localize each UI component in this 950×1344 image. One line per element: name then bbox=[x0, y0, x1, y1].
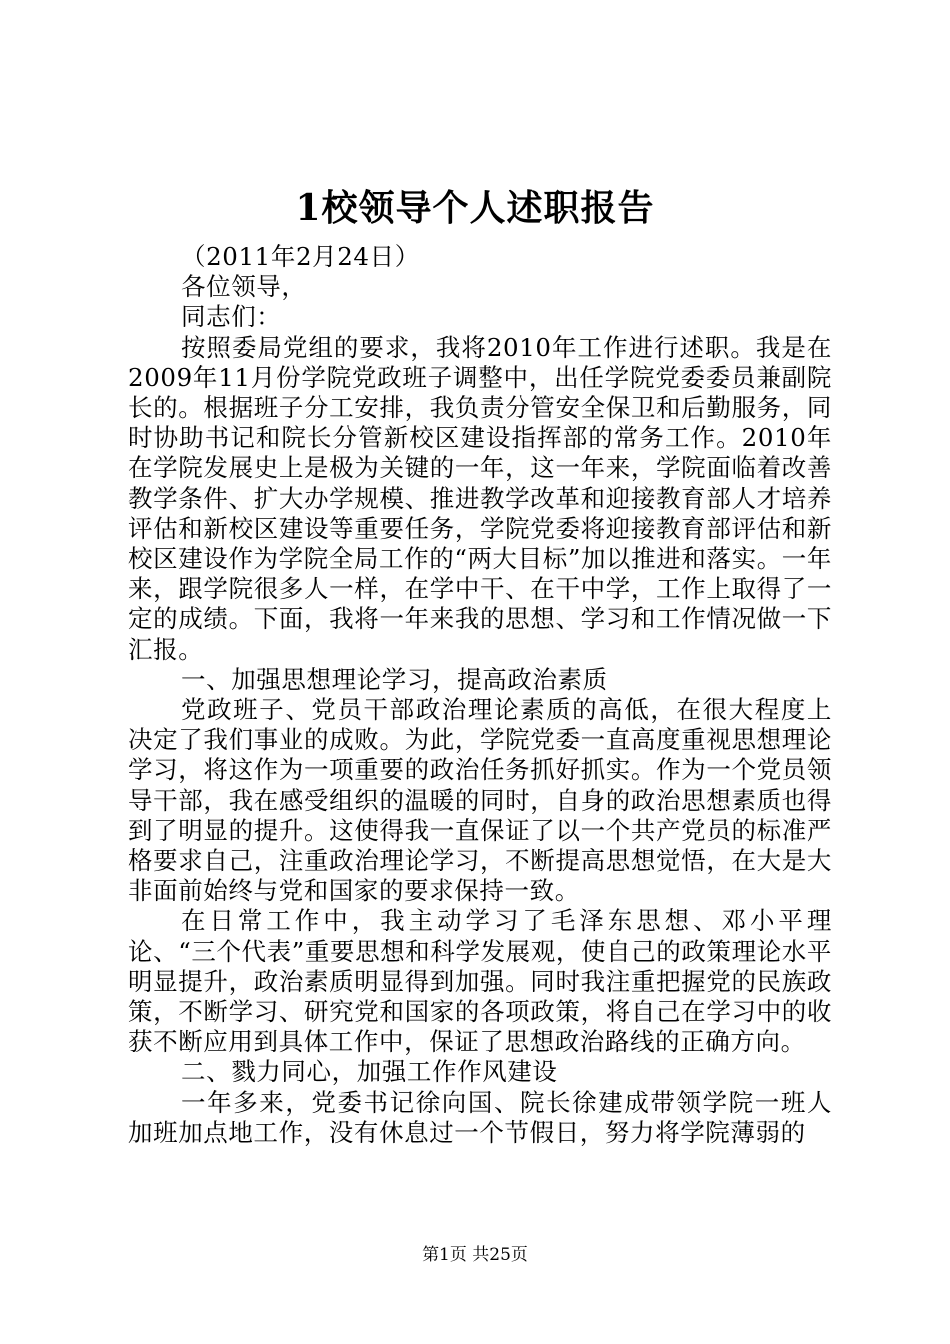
document-body bbox=[128, 242, 832, 1148]
salutation-comrades: 同志们： bbox=[181, 302, 282, 332]
section-heading-2: 二、戮力同心，加强工作作风建设 bbox=[181, 1057, 558, 1087]
page-number-footer: 第1页 共25页 bbox=[422, 1245, 528, 1265]
date-line: （2011年2月24日） bbox=[181, 242, 420, 271]
section-heading-1: 一、加强思想理论学习，提高政治素质 bbox=[181, 664, 608, 694]
salutation-leaders: 各位领导， bbox=[181, 272, 307, 302]
section-2-paragraph-1: 一年多来，党委书记徐向国、院长徐建成带领学院一班人加班加点地工作，没有休息过一个节假日，努力将学院薄弱的 bbox=[128, 1087, 832, 1147]
document-title: 1校领导个人述职报告 bbox=[295, 187, 655, 229]
section-1-paragraph-2: 在日常工作中，我主动学习了毛泽东思想、邓小平理论、“三个代表”重要思想和科学发展观，使自己的政策理论水平明显提升，政治素质明显得到加强。同时我注重把握党的民族政策，不断学习、研究党和国家的各项政策，将自己在学习中的收获不断应用到具体工作中，保证了思想政治路线的正确方向。 bbox=[128, 906, 832, 1057]
section-1-paragraph-1: 党政班子、党员干部政治理论素质的高低，在很大程度上决定了我们事业的成败。为此，学院党委一直高度重视思想理论学习，将这作为一项重要的政治任务抓好抓实。作为一个党员领导干部，我在感受组织的温暖的同时，自身的政治思想素质也得到了明显的提升。这使得我一直保证了以一个共产党员的标准严格要求自己，注重政治理论学习，不断提高思想觉悟，在大是大非面前始终与党和国家的要求保持一致。 bbox=[128, 695, 832, 906]
intro-paragraph: 按照委局党组的要求，我将2010年工作进行述职。我是在2009年11月份学院党政班子调整中，出任学院党委委员兼副院长的。根据班子分工安排，我负责分管安全保卫和后勤服务，同时协助书记和院长分管新校区建设指挥部的常务工作。2010年在学院发展史上是极为关键的一年，这一年来，学院面临着改善教学条件、扩大办学规模、推进教学改革和迎接教育部人才培养评估和新校区建设等重要任务，学院党委将迎接教育部评估和新校区建设作为学院全局工作的“两大目标”加以推进和落实。一年来，跟学院很多人一样，在学中干、在干中学，工作上取得了一定的成绩。下面，我将一年来我的思想、学习和工作情况做一下汇报。 bbox=[128, 332, 832, 664]
